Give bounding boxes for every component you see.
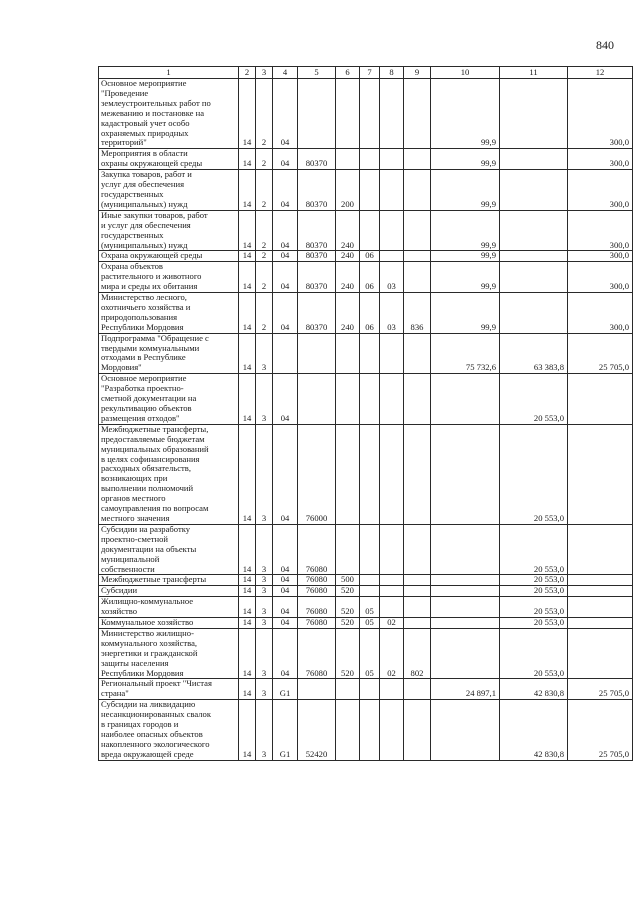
code-col-2: 14 — [239, 597, 256, 618]
code-col-7 — [360, 210, 380, 251]
amount-col-12: 25 705,0 — [568, 679, 633, 700]
amount-col-12: 300,0 — [568, 170, 633, 211]
code-col-4: 04 — [273, 79, 298, 149]
code-col-4: 04 — [273, 618, 298, 629]
amount-col-10: 99,9 — [431, 210, 500, 251]
table-row — [99, 700, 633, 760]
table-row — [99, 575, 633, 586]
code-col-2: 14 — [239, 575, 256, 586]
code-col-2: 14 — [239, 700, 256, 760]
row-label: Мероприятия в области охраны окружающей среды — [99, 149, 239, 170]
amount-col-12: 300,0 — [568, 251, 633, 262]
code-col-3: 3 — [256, 597, 273, 618]
table-row — [99, 374, 633, 425]
code-col-6: 240 — [336, 210, 360, 251]
code-col-9 — [404, 262, 431, 293]
amount-col-10: 24 897,1 — [431, 679, 500, 700]
code-col-5: 76080 — [298, 628, 336, 679]
amount-col-10: 99,9 — [431, 149, 500, 170]
table-row — [99, 251, 633, 262]
header-cell: 9 — [404, 67, 431, 79]
header-cell: 7 — [360, 67, 380, 79]
code-col-2: 14 — [239, 293, 256, 334]
code-col-6: 520 — [336, 618, 360, 629]
code-col-5: 52420 — [298, 700, 336, 760]
code-col-2: 14 — [239, 79, 256, 149]
code-col-4: 04 — [273, 210, 298, 251]
code-col-8: 03 — [380, 262, 404, 293]
row-label: Жилищно-коммунальное хозяйство — [99, 597, 239, 618]
amount-col-11: 20 553,0 — [500, 597, 568, 618]
amount-col-10: 99,9 — [431, 79, 500, 149]
row-label: Министерство жилищно- коммунального хозяйства, энергетики и гражданской защиты населения Республики Мордовия — [99, 628, 239, 679]
table-row — [99, 679, 633, 700]
code-col-6 — [336, 149, 360, 170]
amount-col-12: 300,0 — [568, 262, 633, 293]
code-col-6: 520 — [336, 628, 360, 679]
code-col-7 — [360, 170, 380, 211]
code-col-8 — [380, 700, 404, 760]
amount-col-12: 25 705,0 — [568, 700, 633, 760]
code-col-9: 836 — [404, 293, 431, 334]
code-col-4: G1 — [273, 700, 298, 760]
amount-col-10 — [431, 524, 500, 575]
code-col-3: 3 — [256, 424, 273, 524]
row-label: Субсидии на ликвидацию несанкционированных свалок в границах городов и наиболее опасных объектов накопленного экологического вреда окружающей среде — [99, 700, 239, 760]
code-col-2: 14 — [239, 424, 256, 524]
amount-col-11: 63 383,8 — [500, 333, 568, 374]
code-col-3: 3 — [256, 333, 273, 374]
amount-col-10 — [431, 618, 500, 629]
code-col-9 — [404, 424, 431, 524]
amount-col-10 — [431, 597, 500, 618]
amount-col-11: 20 553,0 — [500, 374, 568, 425]
code-col-6 — [336, 524, 360, 575]
code-col-8 — [380, 374, 404, 425]
code-col-7 — [360, 586, 380, 597]
amount-col-10 — [431, 628, 500, 679]
code-col-3: 3 — [256, 700, 273, 760]
row-label: Межбюджетные трансферты — [99, 575, 239, 586]
amount-col-12 — [568, 618, 633, 629]
code-col-7: 06 — [360, 251, 380, 262]
amount-col-12 — [568, 424, 633, 524]
table-row — [99, 79, 633, 149]
row-label: Межбюджетные трансферты, предоставляемые бюджетам муниципальных образований в целях софинансирования расходных обязательств, возникающих при выполнении полномочий органов местного самоуправления по вопросам местного значения — [99, 424, 239, 524]
amount-col-10 — [431, 374, 500, 425]
amount-col-11 — [500, 210, 568, 251]
header-cell: 6 — [336, 67, 360, 79]
code-col-9 — [404, 170, 431, 211]
code-col-5 — [298, 679, 336, 700]
amount-col-10: 99,9 — [431, 251, 500, 262]
code-col-5 — [298, 374, 336, 425]
code-col-3: 2 — [256, 262, 273, 293]
code-col-6: 240 — [336, 251, 360, 262]
table-row — [99, 262, 633, 293]
code-col-3: 3 — [256, 524, 273, 575]
header-cell: 11 — [500, 67, 568, 79]
code-col-2: 14 — [239, 333, 256, 374]
code-col-4: 04 — [273, 374, 298, 425]
table-row — [99, 149, 633, 170]
amount-col-12: 300,0 — [568, 293, 633, 334]
code-col-4: 04 — [273, 424, 298, 524]
table-row — [99, 524, 633, 575]
code-col-3: 3 — [256, 374, 273, 425]
code-col-9 — [404, 586, 431, 597]
code-col-6: 520 — [336, 597, 360, 618]
amount-col-10: 99,9 — [431, 262, 500, 293]
code-col-9 — [404, 333, 431, 374]
code-col-3: 3 — [256, 618, 273, 629]
amount-col-10 — [431, 586, 500, 597]
code-col-8 — [380, 679, 404, 700]
code-col-2: 14 — [239, 251, 256, 262]
amount-col-11: 20 553,0 — [500, 524, 568, 575]
code-col-5 — [298, 333, 336, 374]
code-col-7 — [360, 79, 380, 149]
row-label: Министерство лесного, охотничьего хозяйства и природопользования Республики Мордовия — [99, 293, 239, 334]
header-cell: 2 — [239, 67, 256, 79]
code-col-6 — [336, 679, 360, 700]
code-col-8 — [380, 586, 404, 597]
code-col-4: 04 — [273, 262, 298, 293]
amount-col-11 — [500, 251, 568, 262]
code-col-2: 14 — [239, 628, 256, 679]
code-col-4: 04 — [273, 170, 298, 211]
table-row — [99, 597, 633, 618]
code-col-5: 80370 — [298, 293, 336, 334]
code-col-6: 240 — [336, 262, 360, 293]
code-col-7 — [360, 424, 380, 524]
code-col-6: 520 — [336, 586, 360, 597]
code-col-6 — [336, 424, 360, 524]
header-cell: 3 — [256, 67, 273, 79]
header-cell: 1 — [99, 67, 239, 79]
code-col-6: 500 — [336, 575, 360, 586]
code-col-4: 04 — [273, 575, 298, 586]
code-col-9: 802 — [404, 628, 431, 679]
header-cell: 8 — [380, 67, 404, 79]
code-col-6 — [336, 79, 360, 149]
amount-col-12 — [568, 575, 633, 586]
code-col-8 — [380, 149, 404, 170]
amount-col-11: 42 830,8 — [500, 679, 568, 700]
code-col-9 — [404, 79, 431, 149]
row-label: Субсидии — [99, 586, 239, 597]
code-col-8 — [380, 79, 404, 149]
code-col-6 — [336, 333, 360, 374]
code-col-5: 80370 — [298, 210, 336, 251]
budget-table — [98, 66, 633, 761]
table-row — [99, 293, 633, 334]
code-col-2: 14 — [239, 170, 256, 211]
code-col-8: 02 — [380, 628, 404, 679]
code-col-9 — [404, 524, 431, 575]
code-col-6 — [336, 700, 360, 760]
code-col-9 — [404, 149, 431, 170]
code-col-4: 04 — [273, 149, 298, 170]
code-col-3: 3 — [256, 679, 273, 700]
amount-col-11: 20 553,0 — [500, 424, 568, 524]
amount-col-12 — [568, 628, 633, 679]
code-col-4: 04 — [273, 293, 298, 334]
code-col-4 — [273, 333, 298, 374]
code-col-9 — [404, 679, 431, 700]
code-col-5: 80370 — [298, 262, 336, 293]
amount-col-12 — [568, 524, 633, 575]
code-col-7 — [360, 149, 380, 170]
amount-col-11: 20 553,0 — [500, 628, 568, 679]
code-col-5: 80370 — [298, 170, 336, 211]
code-col-7 — [360, 575, 380, 586]
row-label: Коммунальное хозяйство — [99, 618, 239, 629]
row-label: Основное мероприятие "Разработка проектно- сметной документации на рекультивацию объектов размещения отходов" — [99, 374, 239, 425]
code-col-8 — [380, 424, 404, 524]
row-label: Иные закупки товаров, работ и услуг для обеспечения государственных (муниципальных) нужд — [99, 210, 239, 251]
code-col-7: 06 — [360, 262, 380, 293]
code-col-6: 200 — [336, 170, 360, 211]
code-col-5: 76080 — [298, 575, 336, 586]
row-label: Охрана окружающей среды — [99, 251, 239, 262]
code-col-8: 02 — [380, 618, 404, 629]
table-row — [99, 170, 633, 211]
amount-col-11: 20 553,0 — [500, 586, 568, 597]
table-row — [99, 424, 633, 524]
amount-col-12: 300,0 — [568, 149, 633, 170]
code-col-4: 04 — [273, 628, 298, 679]
amount-col-10: 99,9 — [431, 170, 500, 211]
header-cell: 10 — [431, 67, 500, 79]
amount-col-12 — [568, 597, 633, 618]
amount-col-11 — [500, 170, 568, 211]
code-col-8 — [380, 251, 404, 262]
code-col-4: 04 — [273, 597, 298, 618]
code-col-9 — [404, 210, 431, 251]
code-col-7: 05 — [360, 597, 380, 618]
row-label: Подпрограмма "Обращение с твердыми коммунальными отходами в Республике Мордовия" — [99, 333, 239, 374]
amount-col-11 — [500, 293, 568, 334]
code-col-7 — [360, 679, 380, 700]
code-col-9 — [404, 575, 431, 586]
amount-col-11: 42 830,8 — [500, 700, 568, 760]
code-col-8 — [380, 597, 404, 618]
code-col-5: 76000 — [298, 424, 336, 524]
code-col-5 — [298, 79, 336, 149]
amount-col-10: 99,9 — [431, 293, 500, 334]
amount-col-11 — [500, 79, 568, 149]
code-col-7: 05 — [360, 628, 380, 679]
header-cell: 5 — [298, 67, 336, 79]
code-col-4: 04 — [273, 524, 298, 575]
code-col-8: 03 — [380, 293, 404, 334]
code-col-3: 3 — [256, 586, 273, 597]
code-col-2: 14 — [239, 149, 256, 170]
row-label: Региональный проект "Чистая страна" — [99, 679, 239, 700]
table-row — [99, 210, 633, 251]
code-col-8 — [380, 524, 404, 575]
code-col-5: 76080 — [298, 586, 336, 597]
table-row — [99, 618, 633, 629]
code-col-3: 3 — [256, 575, 273, 586]
code-col-2: 14 — [239, 210, 256, 251]
code-col-8 — [380, 333, 404, 374]
amount-col-10 — [431, 700, 500, 760]
amount-col-11: 20 553,0 — [500, 618, 568, 629]
amount-col-10 — [431, 424, 500, 524]
amount-col-11: 20 553,0 — [500, 575, 568, 586]
table-row — [99, 333, 633, 374]
amount-col-12: 25 705,0 — [568, 333, 633, 374]
code-col-3: 3 — [256, 628, 273, 679]
amount-col-12 — [568, 374, 633, 425]
code-col-2: 14 — [239, 374, 256, 425]
amount-col-11 — [500, 149, 568, 170]
row-label: Субсидии на разработку проектно-сметной документации на объекты муниципальной собственности — [99, 524, 239, 575]
header-cell: 4 — [273, 67, 298, 79]
table-header-row — [99, 67, 633, 79]
code-col-5: 76080 — [298, 524, 336, 575]
amount-col-10: 75 732,6 — [431, 333, 500, 374]
code-col-9 — [404, 700, 431, 760]
code-col-9 — [404, 597, 431, 618]
code-col-7 — [360, 333, 380, 374]
code-col-7 — [360, 374, 380, 425]
code-col-9 — [404, 251, 431, 262]
code-col-9 — [404, 618, 431, 629]
code-col-7: 05 — [360, 618, 380, 629]
header-cell: 12 — [568, 67, 633, 79]
code-col-2: 14 — [239, 586, 256, 597]
row-label: Закупка товаров, работ и услуг для обеспечения государственных (муниципальных) нужд — [99, 170, 239, 211]
code-col-4: 04 — [273, 251, 298, 262]
code-col-3: 2 — [256, 79, 273, 149]
code-col-6 — [336, 374, 360, 425]
row-label: Охрана объектов растительного и животного мира и среды их обитания — [99, 262, 239, 293]
code-col-2: 14 — [239, 618, 256, 629]
code-col-2: 14 — [239, 524, 256, 575]
amount-col-12: 300,0 — [568, 210, 633, 251]
code-col-5: 80370 — [298, 251, 336, 262]
amount-col-12: 300,0 — [568, 79, 633, 149]
code-col-4: 04 — [273, 586, 298, 597]
code-col-3: 2 — [256, 210, 273, 251]
code-col-3: 2 — [256, 149, 273, 170]
page-number: 840 — [596, 38, 614, 52]
code-col-5: 76080 — [298, 597, 336, 618]
code-col-8 — [380, 210, 404, 251]
code-col-4: G1 — [273, 679, 298, 700]
code-col-9 — [404, 374, 431, 425]
table-row — [99, 586, 633, 597]
table-row — [99, 628, 633, 679]
code-col-2: 14 — [239, 262, 256, 293]
code-col-5: 80370 — [298, 149, 336, 170]
code-col-6: 240 — [336, 293, 360, 334]
amount-col-12 — [568, 586, 633, 597]
amount-col-11 — [500, 262, 568, 293]
code-col-3: 2 — [256, 251, 273, 262]
code-col-8 — [380, 575, 404, 586]
code-col-8 — [380, 170, 404, 211]
code-col-7 — [360, 524, 380, 575]
amount-col-10 — [431, 575, 500, 586]
code-col-3: 2 — [256, 170, 273, 211]
code-col-7 — [360, 700, 380, 760]
code-col-2: 14 — [239, 679, 256, 700]
code-col-3: 2 — [256, 293, 273, 334]
row-label: Основное мероприятие "Проведение землеустроительных работ по межеванию и постановке на кадастровый учет особо охраняемых природных территорий" — [99, 79, 239, 149]
code-col-7: 06 — [360, 293, 380, 334]
code-col-5: 76080 — [298, 618, 336, 629]
